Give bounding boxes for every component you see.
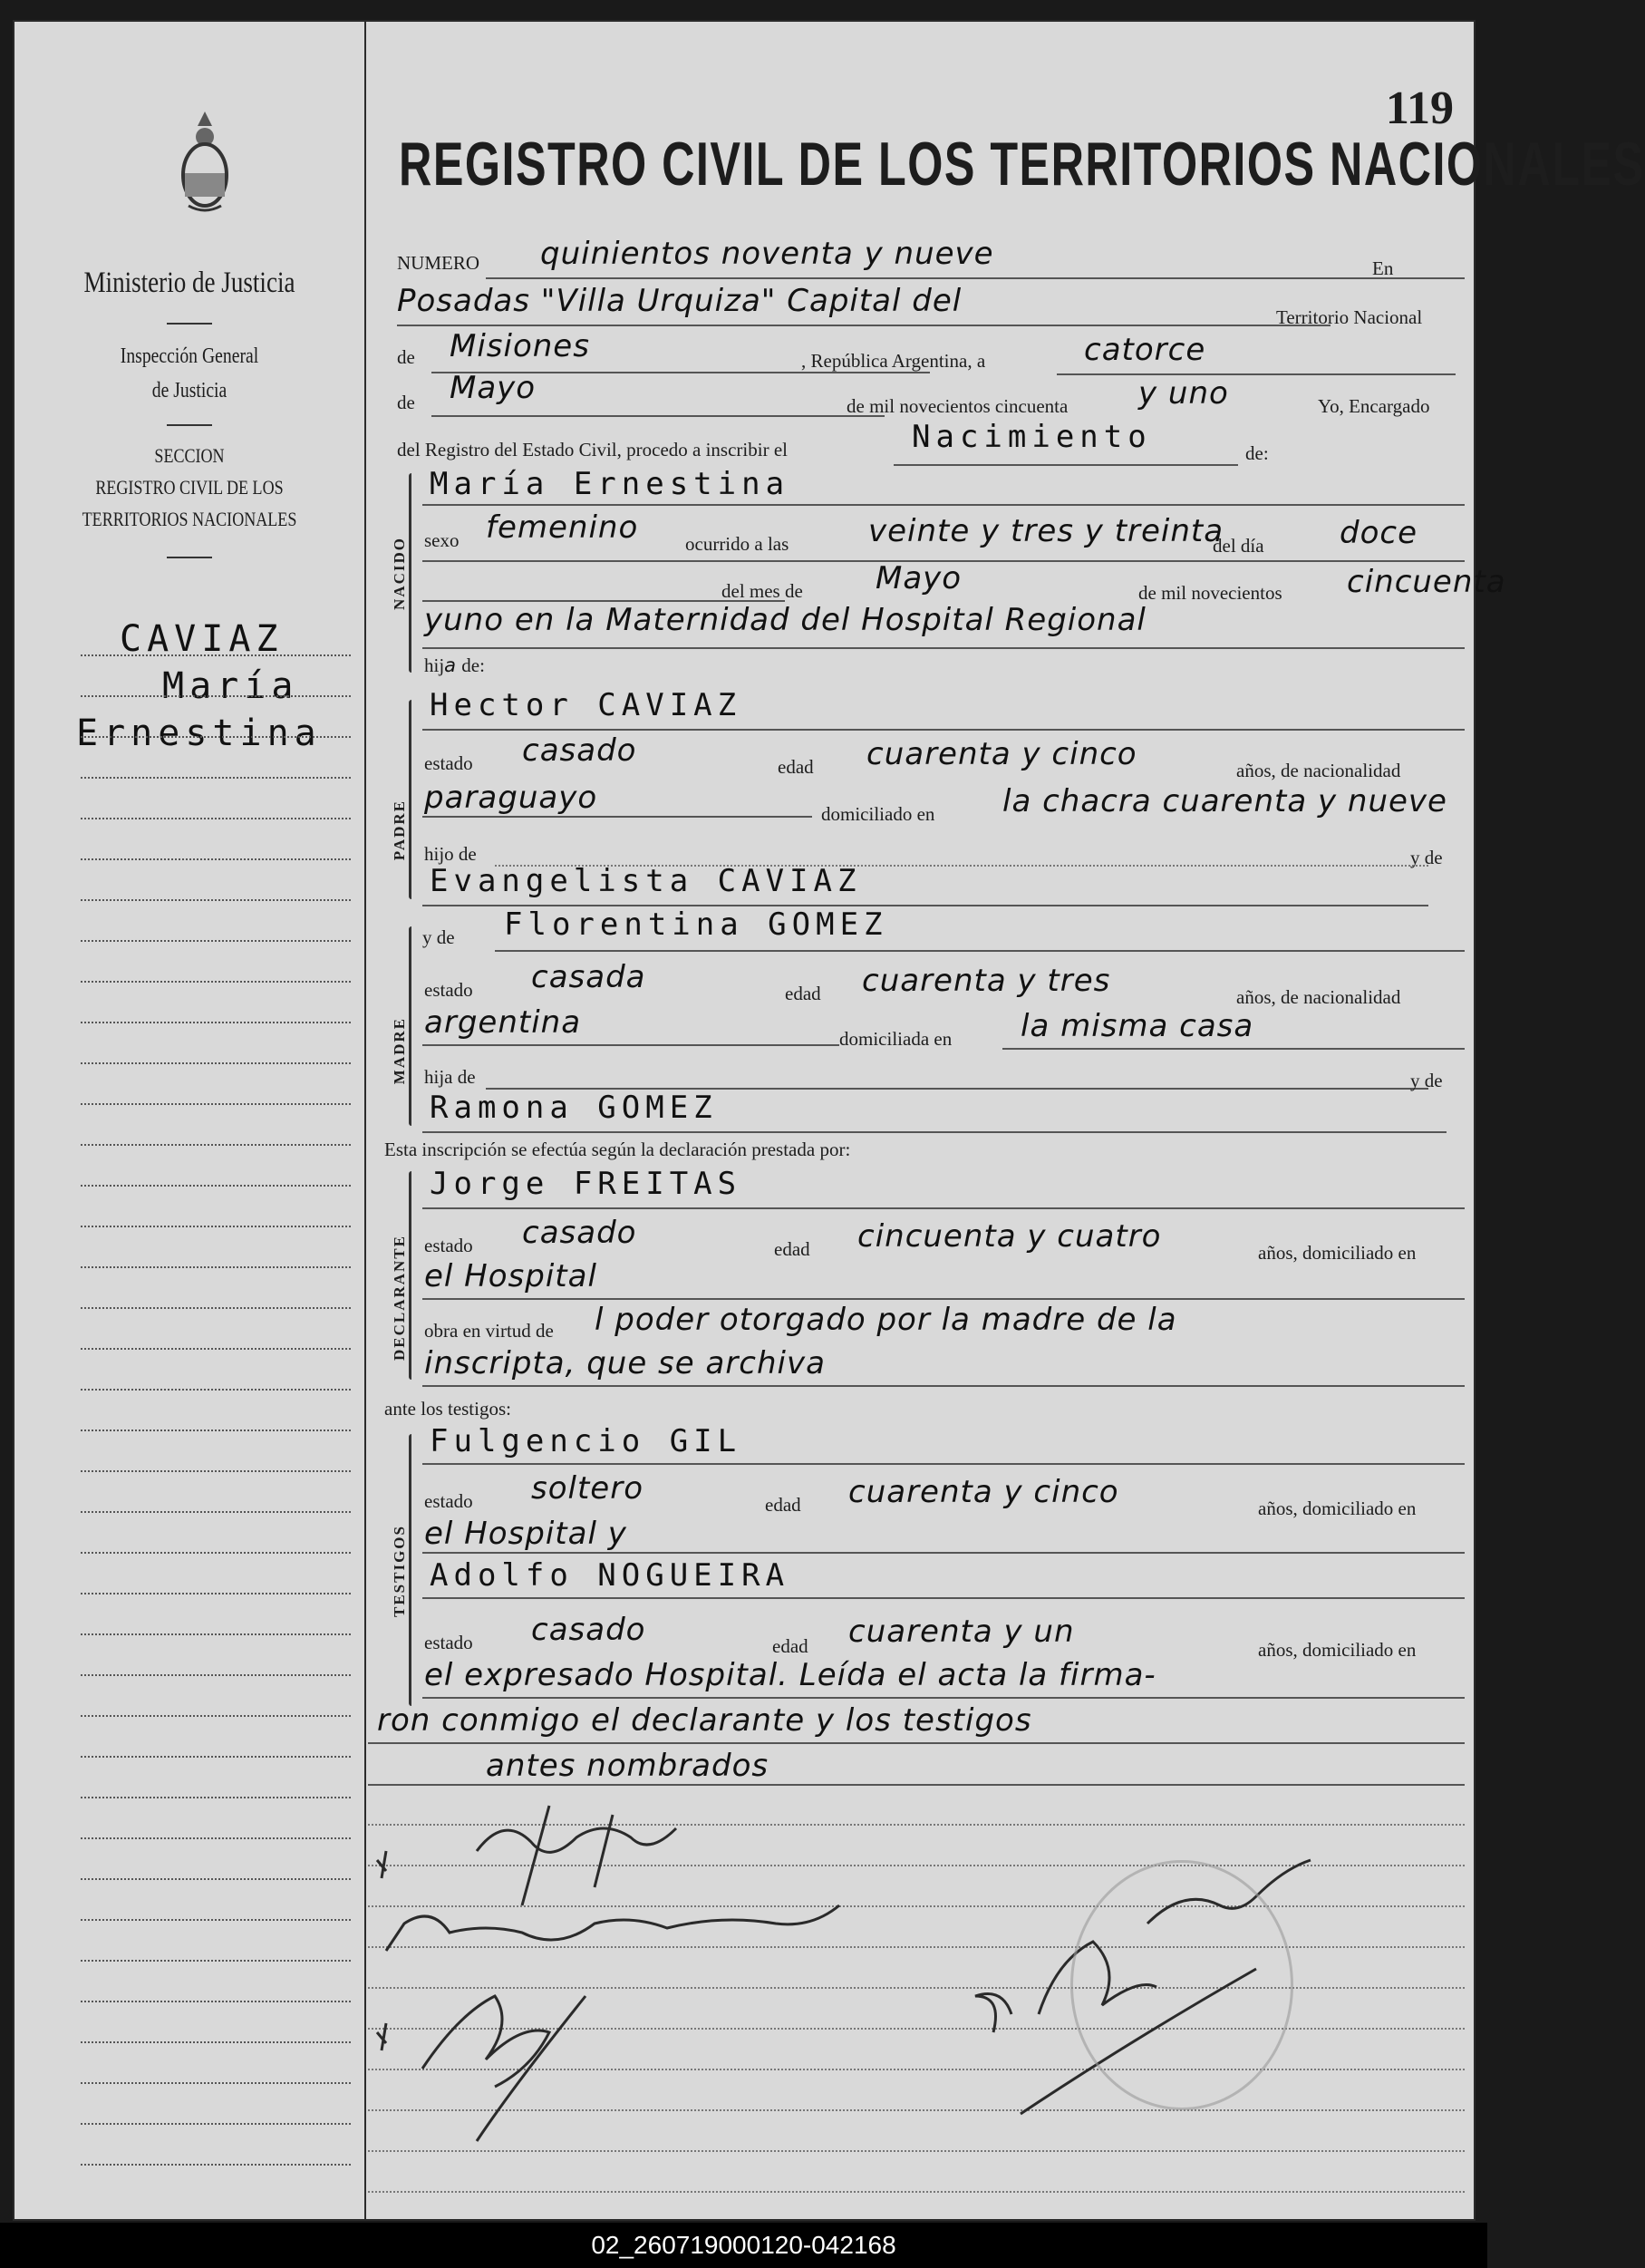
label-anos-dom: años, domiciliado en bbox=[1258, 1497, 1417, 1519]
section-madre: MADRE bbox=[391, 1017, 408, 1085]
margin-rule bbox=[81, 2123, 351, 2125]
field-numero: quinientos noventa y nueve bbox=[540, 236, 994, 272]
field-dia: doce bbox=[1340, 515, 1418, 551]
field-madre-edad: cuarenta y tres bbox=[862, 963, 1111, 999]
margin-rule bbox=[81, 2001, 351, 2002]
field-mes: Mayo bbox=[876, 560, 963, 596]
label-anos-dom: años, domiciliado en bbox=[1258, 1639, 1417, 1661]
field-lugar: yuno en la Maternidad del Hospital Regional bbox=[424, 602, 1147, 638]
label-de: de bbox=[397, 392, 415, 413]
margin-rule bbox=[81, 1633, 351, 1635]
label-de: de bbox=[397, 346, 415, 368]
label-hija-de: hija de bbox=[424, 1066, 476, 1088]
margin-rule bbox=[81, 1307, 351, 1309]
field-decl-name: Jorge FREITAS bbox=[430, 1166, 742, 1202]
label-declaracion: Esta inscripción se efectúa según la declaración prestada por: bbox=[384, 1139, 851, 1160]
rule bbox=[422, 647, 1465, 649]
section-line-3: TERRITORIOS NACIONALES bbox=[82, 508, 297, 530]
field-t1-dom: el Hospital y bbox=[424, 1516, 627, 1552]
label-de: de: bbox=[461, 654, 485, 676]
margin-rule bbox=[81, 1348, 351, 1350]
ministry-label: Ministerio de Justicia bbox=[83, 267, 295, 299]
main-column bbox=[368, 20, 1645, 2221]
label-registro: del Registro del Estado Civil, procedo a inscribir el bbox=[397, 439, 788, 460]
divider bbox=[167, 424, 212, 426]
label-hija bbox=[424, 654, 485, 677]
closing-line-1: ron conmigo el declarante y los testigos bbox=[377, 1702, 1032, 1739]
rule bbox=[422, 1131, 1447, 1133]
label-edad: edad bbox=[774, 1238, 810, 1260]
label-mes: del mes de bbox=[721, 580, 803, 602]
margin-given-name-1: María bbox=[162, 665, 299, 707]
label-sexo: sexo bbox=[424, 529, 460, 551]
divider bbox=[167, 323, 212, 325]
field-madre-estado: casada bbox=[531, 959, 646, 995]
margin-rule bbox=[81, 1593, 351, 1594]
label-estado: estado bbox=[424, 1632, 473, 1653]
section-testigos: TESTIGOS bbox=[391, 1525, 408, 1617]
margin-rule bbox=[81, 1144, 351, 1146]
rule bbox=[397, 325, 1331, 326]
field-t2-dom: el expresado Hospital. Leída el acta la firma- bbox=[424, 1657, 1156, 1693]
section-declarante: DECLARANTE bbox=[391, 1235, 408, 1362]
label-estado: estado bbox=[424, 1490, 473, 1512]
section-brace bbox=[409, 1434, 411, 1706]
rule bbox=[368, 1784, 1465, 1786]
field-t2-name: Adolfo NOGUEIRA bbox=[430, 1557, 790, 1594]
margin-rule bbox=[81, 654, 351, 656]
field-t2-estado: casado bbox=[531, 1612, 646, 1648]
field-anio: cincuenta bbox=[1347, 564, 1506, 600]
field-t1-name: Fulgencio GIL bbox=[430, 1423, 742, 1459]
field-decl-obra-2: inscripta, que se archiva bbox=[424, 1345, 826, 1381]
margin-rule bbox=[81, 1919, 351, 1921]
margin-rule bbox=[81, 1266, 351, 1268]
label-edad: edad bbox=[772, 1635, 808, 1657]
register-page bbox=[13, 20, 1645, 2221]
label-territorio: Territorio Nacional bbox=[1276, 306, 1423, 328]
section-line-2: REGISTRO CIVIL DE LOS bbox=[95, 476, 284, 499]
divider bbox=[167, 557, 212, 558]
inspection-label bbox=[44, 339, 334, 408]
label-hijo-de: hijo de bbox=[424, 843, 477, 865]
label-anos-nac: años, de nacionalidad bbox=[1236, 986, 1401, 1008]
field-t2-edad: cuarenta y un bbox=[848, 1614, 1075, 1650]
section-padre: PADRE bbox=[391, 800, 408, 861]
field-decl-estado: casado bbox=[522, 1215, 637, 1251]
rule bbox=[486, 277, 1465, 279]
section-label bbox=[44, 440, 334, 535]
margin-rule bbox=[81, 1878, 351, 1880]
label-en: En bbox=[1372, 257, 1394, 279]
margin-rule bbox=[81, 1022, 351, 1023]
section-brace bbox=[409, 700, 411, 899]
margin-rule bbox=[81, 981, 351, 983]
label-hij: hij bbox=[424, 654, 445, 676]
label-estado: estado bbox=[424, 752, 473, 774]
label-edad: edad bbox=[765, 1494, 801, 1516]
margin-rule bbox=[81, 1674, 351, 1676]
margin-rule bbox=[81, 1470, 351, 1472]
rule bbox=[422, 504, 1465, 506]
page-title: REGISTRO CIVIL DE LOS TERRITORIOS NACIONALES bbox=[399, 130, 1645, 199]
label-y-de: y de bbox=[1410, 1070, 1443, 1091]
margin-rule bbox=[81, 1430, 351, 1431]
label-mil2: de mil novecientos bbox=[1138, 582, 1282, 604]
field-month: Mayo bbox=[450, 370, 537, 406]
page-number: 119 bbox=[1385, 82, 1454, 134]
argentine-coat-of-arms-icon bbox=[176, 106, 234, 215]
margin-rule bbox=[81, 940, 351, 942]
section-line-1: SECCION bbox=[154, 444, 225, 467]
margin-rule bbox=[81, 1797, 351, 1798]
field-padre-nac: paraguayo bbox=[424, 780, 598, 816]
margin-given-name-2: Ernestina bbox=[76, 712, 322, 754]
rule bbox=[422, 1207, 1465, 1209]
margin-rule bbox=[81, 858, 351, 860]
label-edad: edad bbox=[785, 983, 821, 1004]
field-padre-name: Hector CAVIAZ bbox=[430, 687, 742, 723]
rule bbox=[422, 729, 1465, 731]
margin-rule bbox=[81, 1837, 351, 1839]
rule bbox=[422, 1385, 1465, 1387]
closing-line-2: antes nombrados bbox=[486, 1748, 769, 1784]
label-numero: NUMERO bbox=[397, 252, 480, 274]
field-t1-edad: cuarenta y cinco bbox=[848, 1474, 1119, 1510]
margin-rule bbox=[81, 818, 351, 819]
field-name: María Ernestina bbox=[430, 466, 790, 502]
margin-surname: CAVIAZ bbox=[120, 618, 284, 660]
label-testigos: ante los testigos: bbox=[384, 1398, 511, 1420]
margin-rule bbox=[81, 2082, 351, 2084]
rule bbox=[422, 1552, 1465, 1554]
field-sexo: femenino bbox=[486, 509, 639, 546]
field-padre-dom: la chacra cuarenta y nueve bbox=[1002, 783, 1447, 819]
field-padre-estado: casado bbox=[522, 732, 637, 769]
margin-rule bbox=[81, 2164, 351, 2166]
label-ocurrido: ocurrido a las bbox=[685, 533, 789, 555]
rule bbox=[422, 1597, 1465, 1599]
label-mil: de mil novecientos cincuenta bbox=[847, 395, 1069, 417]
margin-rule bbox=[81, 1226, 351, 1227]
label-anos-nac: años, de nacionalidad bbox=[1236, 760, 1401, 781]
margin-rule bbox=[81, 1552, 351, 1554]
field-decl-dom: el Hospital bbox=[424, 1258, 597, 1294]
field-territory: Misiones bbox=[450, 328, 590, 364]
margin-rule bbox=[81, 1103, 351, 1105]
label-de: de: bbox=[1245, 442, 1269, 464]
rule bbox=[495, 950, 1465, 952]
rule bbox=[422, 816, 812, 818]
field-act: Nacimiento bbox=[912, 419, 1152, 455]
margin-rule bbox=[81, 899, 351, 901]
margin-rule bbox=[81, 1062, 351, 1064]
rule bbox=[1057, 373, 1456, 375]
rule bbox=[422, 1697, 1465, 1699]
rule bbox=[1002, 1048, 1465, 1050]
field-day: catorce bbox=[1084, 332, 1206, 368]
label-anos-dom: años, domiciliado en bbox=[1258, 1242, 1417, 1264]
field-hora: veinte y tres y treinta bbox=[868, 513, 1224, 549]
label-republica: , República Argentina, a bbox=[801, 350, 986, 372]
label-deldia: del día bbox=[1213, 535, 1264, 557]
label-edad: edad bbox=[778, 756, 814, 778]
rule bbox=[422, 1044, 839, 1046]
field-madre-nac: argentina bbox=[424, 1004, 582, 1041]
section-brace bbox=[409, 473, 411, 673]
margin-rule bbox=[81, 777, 351, 779]
margin-rule bbox=[81, 1960, 351, 1962]
label-domiciliado: domiciliado en bbox=[821, 803, 935, 825]
margin-rule bbox=[81, 1511, 351, 1513]
label-estado: estado bbox=[424, 979, 473, 1001]
margin-rule bbox=[81, 1185, 351, 1187]
rule bbox=[422, 1463, 1465, 1465]
section-brace bbox=[409, 1171, 411, 1380]
margin-rule bbox=[81, 695, 351, 697]
field-madre-name: Florentina GOMEZ bbox=[504, 906, 888, 943]
inspection-line-1: Inspección General bbox=[120, 344, 259, 368]
label-obra: obra en virtud de bbox=[424, 1320, 554, 1342]
rule bbox=[894, 464, 1238, 466]
field-madre-madre: Ramona GOMEZ bbox=[430, 1090, 718, 1126]
margin-rule bbox=[81, 1389, 351, 1391]
field-padre-padre: Evangelista CAVIAZ bbox=[430, 863, 862, 899]
section-nacido: NACIDO bbox=[391, 537, 408, 610]
official-stamp-icon bbox=[1070, 1860, 1293, 2110]
field-t1-estado: soltero bbox=[531, 1470, 643, 1507]
field-place: Posadas "Villa Urquiza" Capital del bbox=[397, 283, 963, 319]
margin-rule bbox=[81, 1756, 351, 1758]
field-decl-obra-1: l poder otorgado por la madre de la bbox=[595, 1302, 1177, 1338]
field-madre-dom: la misma casa bbox=[1021, 1008, 1254, 1044]
label-yo: Yo, Encargado bbox=[1318, 395, 1430, 417]
field-padre-edad: cuarenta y cinco bbox=[866, 736, 1137, 772]
field-year: y uno bbox=[1138, 375, 1229, 412]
margin-column bbox=[13, 20, 366, 2221]
rule bbox=[431, 415, 885, 417]
rule bbox=[422, 1298, 1465, 1300]
margin-rule bbox=[81, 736, 351, 738]
label-domiciliada: domiciliada en bbox=[839, 1028, 953, 1050]
section-brace bbox=[409, 926, 411, 1126]
label-y-de: y de bbox=[1410, 847, 1443, 868]
inspection-line-2: de Justicia bbox=[151, 379, 227, 402]
margin-rule bbox=[81, 2041, 351, 2043]
field-hija: a bbox=[444, 654, 458, 676]
scan-identifier: 02_260719000120-042168 bbox=[0, 2223, 1487, 2268]
margin-rule bbox=[81, 1715, 351, 1717]
rule bbox=[368, 1742, 1465, 1744]
label-yde: y de bbox=[422, 926, 455, 948]
field-decl-edad: cincuenta y cuatro bbox=[857, 1218, 1162, 1255]
signatures bbox=[368, 1797, 1474, 2195]
label-estado: estado bbox=[424, 1235, 473, 1256]
